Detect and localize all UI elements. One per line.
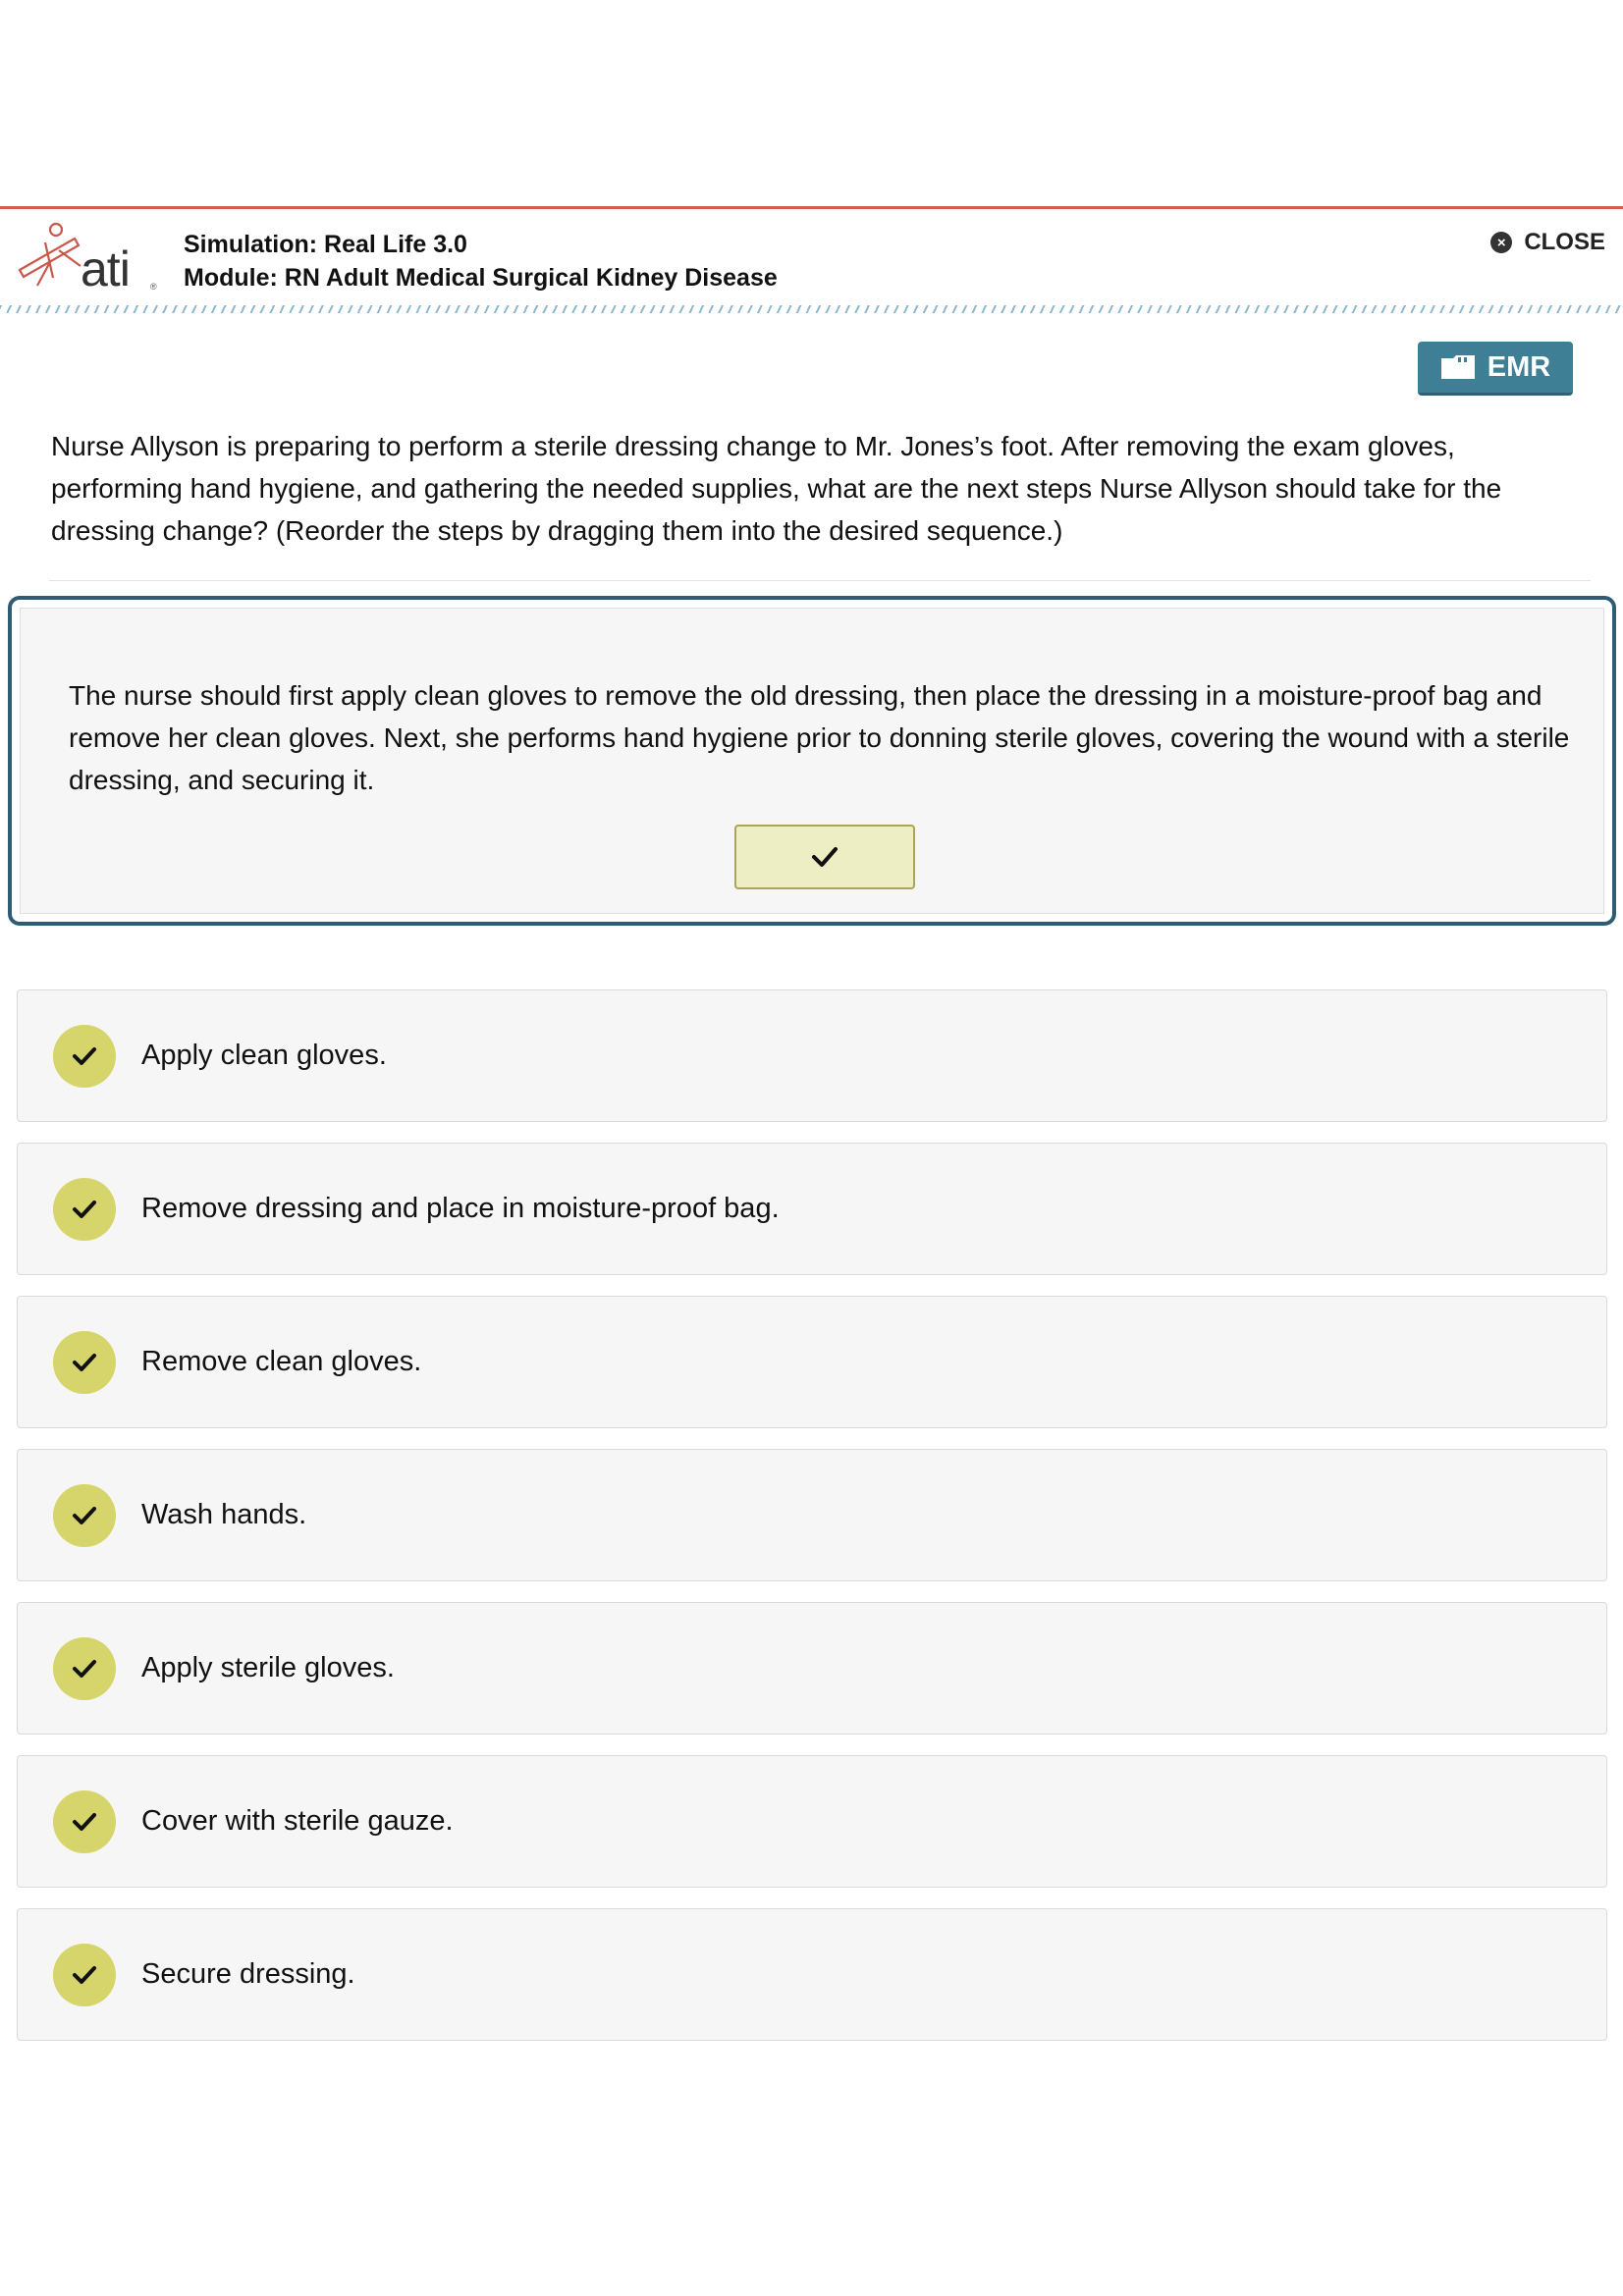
emr-label: EMR — [1487, 350, 1551, 383]
folder-icon — [1440, 354, 1476, 380]
ati-logo — [16, 221, 157, 299]
step-label: Apply sterile gloves. — [141, 1652, 395, 1683]
question-divider — [49, 580, 1591, 581]
module-title: Module: RN Adult Medical Surgical Kidney Disease — [184, 264, 778, 292]
correct-check-icon — [53, 1637, 116, 1700]
sortable-step[interactable] — [17, 989, 1607, 1122]
step-label: Secure dressing. — [141, 1958, 355, 1990]
close-icon: × — [1490, 232, 1512, 253]
header — [0, 209, 1623, 307]
close-label: CLOSE — [1524, 229, 1605, 255]
sortable-step-list — [17, 989, 1607, 2061]
logo-wordmark: ati — [81, 241, 130, 296]
ati-logo-figure-icon — [16, 221, 84, 290]
step-label: Wash hands. — [141, 1499, 307, 1530]
step-label: Cover with sterile gauze. — [141, 1805, 454, 1837]
question-text: Nurse Allyson is preparing to perform a sterile dressing change to Mr. Jones’s foot. After removing the exam gloves, performing hand hygiene, and gathering the needed supplies, what are the next steps Nurse Allyson should take for the dressing change? (Reorder the steps by dragging them into the desired sequence.) — [51, 431, 1502, 546]
close-button[interactable] — [1490, 229, 1605, 256]
sortable-step[interactable] — [17, 1908, 1607, 2041]
step-label: Apply clean gloves. — [141, 1040, 387, 1071]
correct-check-icon — [53, 1025, 116, 1088]
sortable-step[interactable] — [17, 1296, 1607, 1428]
step-label: Remove clean gloves. — [141, 1346, 422, 1377]
correct-check-icon — [53, 1484, 116, 1547]
sortable-step[interactable] — [17, 1755, 1607, 1888]
sortable-step[interactable] — [17, 1602, 1607, 1735]
correct-check-icon — [53, 1790, 116, 1853]
sortable-step[interactable] — [17, 1449, 1607, 1581]
simulation-title: Simulation: Real Life 3.0 — [184, 231, 467, 258]
sortable-step[interactable] — [17, 1143, 1607, 1275]
correct-check-icon — [53, 1944, 116, 2006]
correct-check-icon — [53, 1331, 116, 1394]
header-dashed-divider — [0, 305, 1623, 313]
confirm-button[interactable] — [734, 825, 915, 889]
trademark-mark: ® — [150, 282, 157, 292]
checkmark-icon — [810, 845, 839, 869]
feedback-text: The nurse should first apply clean gloves to remove the old dressing, then place the dressing in a moisture-proof bag and remove her clean gloves. Next, she performs hand hygiene prior to donning sterile gloves, covering the wound with a sterile dressing, and securing it. — [69, 680, 1570, 795]
step-label: Remove dressing and place in moisture-proof bag. — [141, 1193, 780, 1224]
correct-check-icon — [53, 1178, 116, 1241]
emr-button[interactable] — [1418, 342, 1573, 396]
